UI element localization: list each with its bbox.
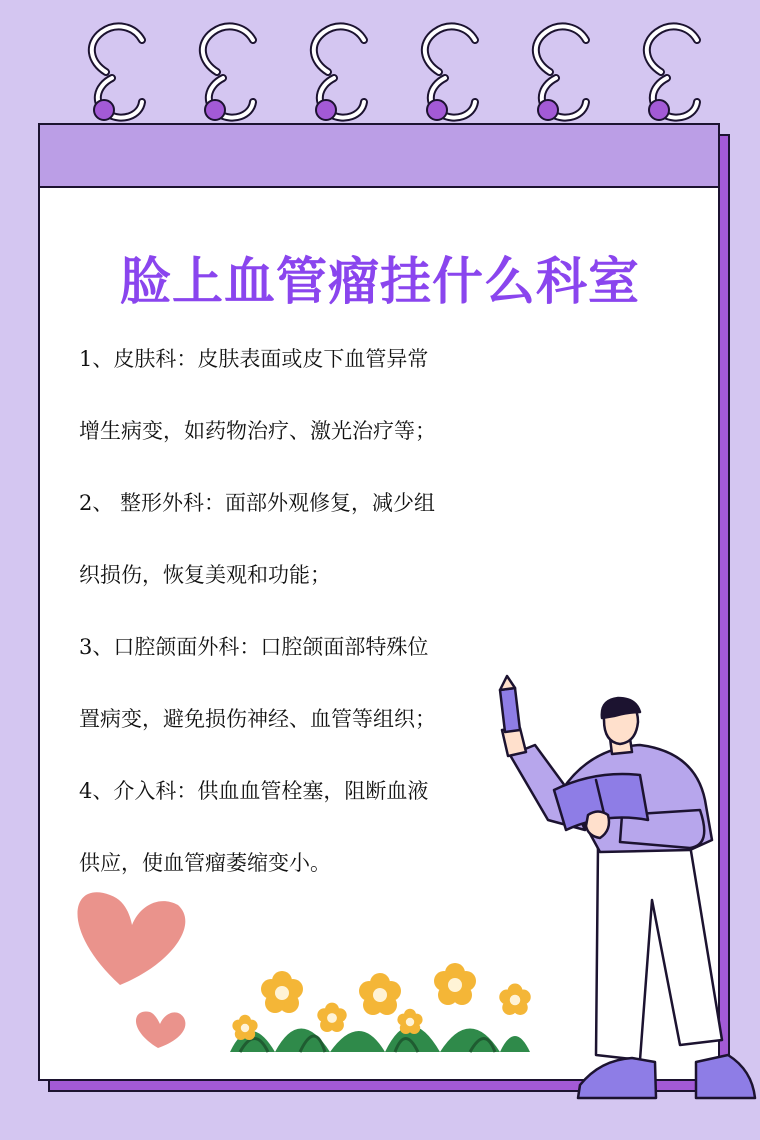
notebook-ring-icon	[647, 26, 697, 120]
text-line: 织损伤，恢复美观和功能；	[79, 563, 331, 587]
text-line: 增生病变，如药物治疗、激光治疗等；	[79, 419, 436, 443]
text-line: 置病变，避免损伤神经、血管等组织；	[79, 707, 436, 731]
notebook-rings	[0, 0, 760, 130]
text-line: 3、口腔颌面外科：口腔颌面部特殊位	[79, 635, 429, 659]
text-line: 供应，使血管瘤萎缩变小。	[79, 851, 331, 875]
notebook-ring-icon	[203, 26, 253, 120]
card-header-band	[40, 125, 718, 188]
content-text	[79, 343, 519, 919]
notebook-ring-icon	[314, 26, 364, 120]
text-line: 1、皮肤科：皮肤表面或皮下血管异常	[79, 347, 429, 371]
notebook-ring-icon	[92, 26, 142, 120]
text-line: 2、 整形外科：面部外观修复，减少组	[79, 491, 436, 515]
page-title: 脸上血管瘤挂什么科室	[119, 253, 640, 312]
notebook-ring-icon	[425, 26, 475, 120]
text-line: 4、介入科：供血血管栓塞，阻断血液	[79, 779, 429, 803]
notebook-ring-icon	[536, 26, 586, 120]
